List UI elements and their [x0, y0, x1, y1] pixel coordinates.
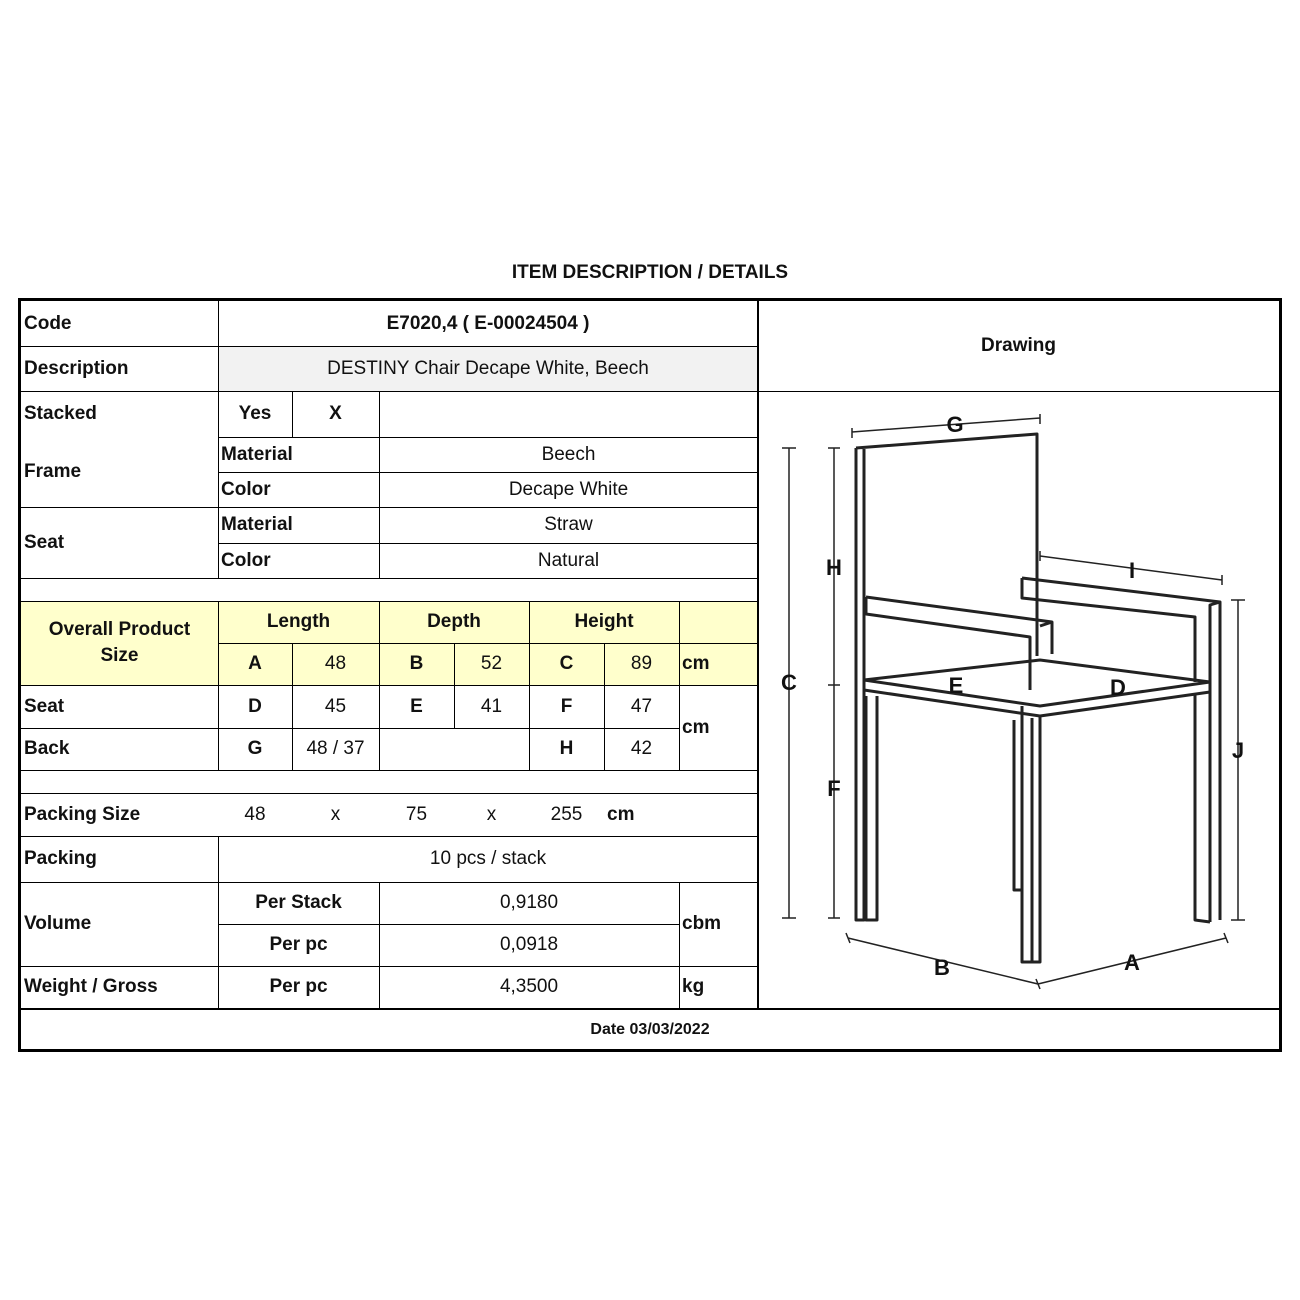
packing-size-width: 75 — [405, 803, 428, 825]
dim-g-letter: G — [247, 738, 263, 759]
weight-per-pc-label: Per pc — [269, 976, 328, 997]
volume-per-stack-label: Per Stack — [255, 892, 342, 913]
dim-c-letter: C — [559, 653, 574, 674]
drawing-letter-c: C — [781, 670, 797, 695]
volume-per-stack-value: 0,9180 — [499, 892, 559, 913]
drawing-letter-f: F — [827, 776, 841, 801]
dim-b-letter: B — [409, 653, 424, 674]
dim-b-value: 52 — [480, 653, 503, 674]
drawing-letter-d: D — [1110, 675, 1126, 700]
description-label: Description — [24, 357, 129, 379]
size-unit: cm — [682, 653, 710, 674]
seat-color-label: Color — [221, 549, 271, 571]
weight-unit: kg — [682, 976, 705, 997]
packing-size-height: 255 — [550, 803, 583, 825]
dim-d-value: 45 — [324, 695, 347, 717]
chair-back-right-leg — [1195, 695, 1210, 922]
packing-size-x2: x — [486, 803, 497, 825]
seat-spec-label: Seat — [24, 531, 65, 553]
volume-label: Volume — [24, 913, 92, 934]
document-title: ITEM DESCRIPTION / DETAILS — [511, 262, 789, 283]
dim-h-value: 42 — [630, 738, 653, 759]
packing-size-label: Packing Size — [24, 803, 141, 825]
frame-material-label: Material — [221, 443, 293, 465]
drawing-letter-g: G — [946, 412, 964, 437]
seat-color-value: Natural — [537, 549, 600, 571]
chair-front-right-leg — [1022, 706, 1040, 962]
seat-material-value: Straw — [544, 514, 593, 535]
description-value: DESTINY Chair Decape White, Beech — [327, 357, 649, 379]
volume-per-pc-value: 0,0918 — [499, 934, 559, 955]
chair-back-panel — [856, 434, 1037, 656]
drawing-label: Drawing — [981, 335, 1056, 356]
frame-label: Frame — [24, 461, 82, 482]
frame-material-value: Beech — [541, 443, 596, 465]
dim-e-letter: E — [410, 695, 423, 717]
dim-f-letter: F — [560, 695, 573, 717]
dim-g-value: 48 / 37 — [306, 738, 365, 759]
dim-h-letter: H — [559, 738, 574, 759]
chair-seat-frame — [864, 660, 1210, 716]
packing-value: 10 pcs / stack — [429, 848, 547, 869]
chair-front-left-leg — [866, 696, 877, 920]
back-dims-label: Back — [24, 738, 70, 759]
packing-size-unit: cm — [607, 803, 635, 825]
drawing-letter-h: H — [826, 555, 842, 580]
seat-material-label: Material — [221, 514, 293, 535]
dim-e-value: 41 — [480, 695, 503, 717]
packing-size-length: 48 — [244, 803, 266, 825]
date-footer: Date 03/03/2022 — [590, 1021, 710, 1038]
drawing-letter-a: A — [1124, 950, 1140, 975]
seat-dims-label: Seat — [24, 695, 65, 717]
drawing-letter-e: E — [948, 673, 964, 698]
stacked-label: Stacked — [24, 403, 97, 424]
stacked-yes: Yes — [238, 403, 272, 424]
code-label: Code — [24, 312, 72, 334]
dim-line-f — [828, 685, 840, 918]
height-label: Height — [574, 611, 634, 632]
code-value: E7020,4 ( E-00024504 ) — [386, 312, 590, 334]
frame-color-value: Decape White — [508, 478, 629, 500]
volume-per-pc-label: Per pc — [269, 934, 328, 955]
overall-size-label: Overall Product Size — [48, 619, 191, 666]
drawing-letter-i: I — [1128, 558, 1136, 583]
weight-label: Weight / Gross — [24, 976, 158, 997]
dim-c-value: 89 — [630, 653, 653, 674]
dim-a-letter: A — [248, 653, 262, 674]
drawing-letter-j: J — [1231, 738, 1245, 763]
packing-size-x1: x — [330, 803, 341, 825]
dim-f-value: 47 — [630, 695, 653, 717]
dim-a-value: 48 — [324, 653, 347, 674]
dims-unit: cm — [682, 716, 710, 738]
frame-color-label: Color — [221, 478, 271, 500]
chair-drawing — [758, 392, 1278, 1002]
length-label: Length — [266, 611, 331, 632]
packing-label: Packing — [24, 848, 97, 869]
drawing-letter-b: B — [934, 955, 950, 980]
volume-unit: cbm — [682, 913, 722, 934]
stacked-mark: X — [329, 403, 342, 424]
depth-label: Depth — [427, 611, 481, 632]
weight-value: 4,3500 — [499, 976, 559, 997]
dim-d-letter: D — [248, 695, 262, 717]
